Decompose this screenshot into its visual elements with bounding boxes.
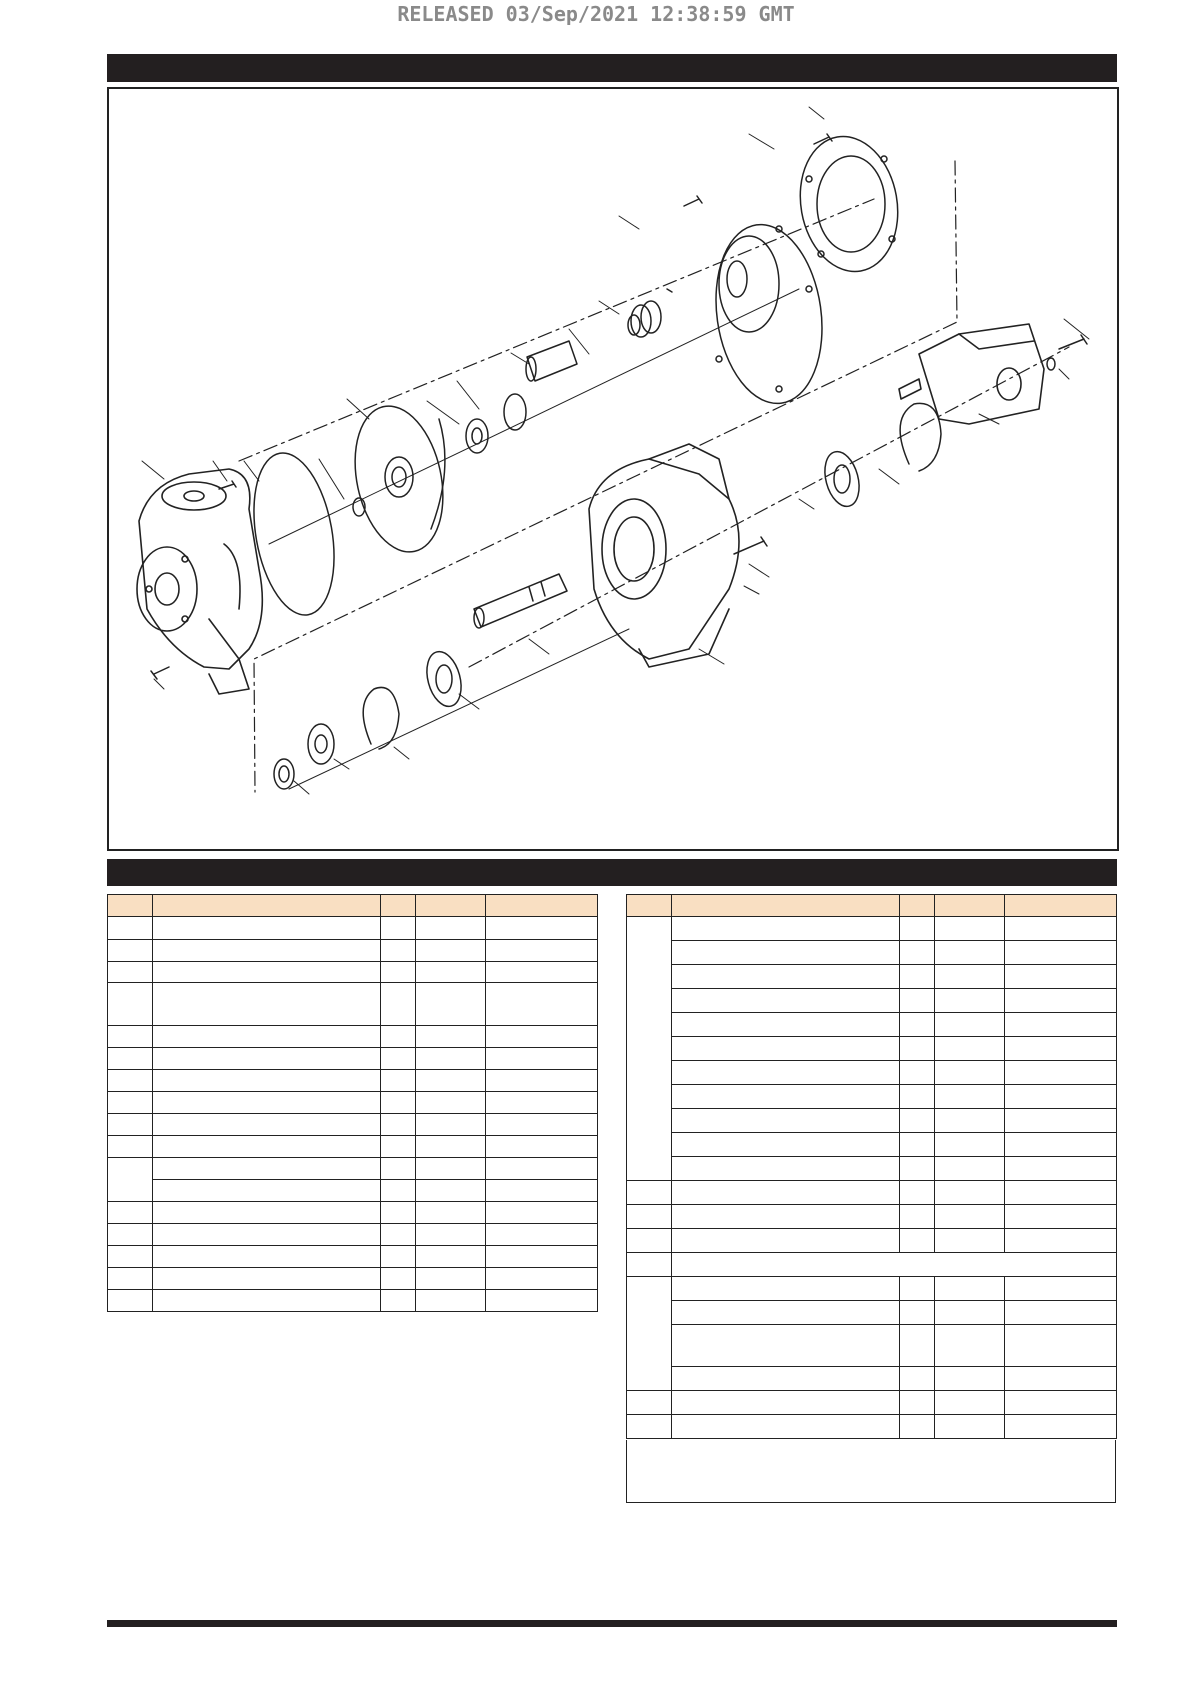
table-cell bbox=[416, 1268, 486, 1290]
table-row bbox=[627, 1133, 1117, 1157]
table-cell bbox=[108, 1246, 153, 1268]
table-cell bbox=[108, 1202, 153, 1224]
table-cell bbox=[1005, 1181, 1117, 1205]
table-cell bbox=[486, 1290, 598, 1312]
table-cell bbox=[153, 1158, 381, 1180]
table-cell bbox=[672, 1061, 900, 1085]
lower-centerline bbox=[289, 629, 629, 789]
table-cell bbox=[1005, 1037, 1117, 1061]
header-cell bbox=[935, 895, 1005, 917]
table-cell bbox=[935, 1301, 1005, 1325]
table-cell bbox=[627, 1253, 672, 1277]
table-cell bbox=[486, 1202, 598, 1224]
table-cell bbox=[486, 1268, 598, 1290]
table-cell bbox=[153, 917, 381, 940]
header-cell bbox=[1005, 895, 1117, 917]
table-cell bbox=[153, 1290, 381, 1312]
table-cell bbox=[486, 1048, 598, 1070]
table-cell bbox=[486, 1092, 598, 1114]
table-cell bbox=[672, 965, 900, 989]
header-cell bbox=[627, 895, 672, 917]
table-header-row bbox=[108, 895, 598, 917]
table-cell bbox=[935, 941, 1005, 965]
table-cell bbox=[108, 1136, 153, 1158]
table-cell bbox=[416, 1026, 486, 1048]
table-cell bbox=[672, 1229, 900, 1253]
table-cell bbox=[627, 1277, 672, 1391]
table-cell bbox=[900, 1109, 935, 1133]
adapter-flange bbox=[790, 129, 908, 280]
mechanical-seal bbox=[628, 301, 661, 337]
table-cell bbox=[627, 1205, 672, 1229]
table-cell bbox=[1005, 1085, 1117, 1109]
table-cell bbox=[672, 1277, 900, 1301]
leader-lines bbox=[142, 107, 1089, 794]
table-cell bbox=[672, 1133, 900, 1157]
table-row bbox=[108, 1268, 598, 1290]
parts-table-left bbox=[107, 894, 598, 1312]
table-cell bbox=[900, 989, 935, 1013]
lower-washer bbox=[308, 724, 334, 764]
table-row bbox=[627, 1181, 1117, 1205]
table-row bbox=[108, 1202, 598, 1224]
table-cell bbox=[672, 1301, 900, 1325]
table-cell bbox=[486, 940, 598, 962]
table-row bbox=[627, 1415, 1117, 1439]
table-cell bbox=[381, 1026, 416, 1048]
table-cell bbox=[672, 1181, 900, 1205]
table-row bbox=[627, 1061, 1117, 1085]
table-cell bbox=[935, 1205, 1005, 1229]
table-cell bbox=[381, 962, 416, 983]
table-row bbox=[108, 1092, 598, 1114]
bearing-frame bbox=[589, 444, 739, 667]
table-cell bbox=[108, 1070, 153, 1092]
table-cell bbox=[1005, 1205, 1117, 1229]
table-cell bbox=[381, 940, 416, 962]
table-cell bbox=[381, 1202, 416, 1224]
table-cell bbox=[416, 1070, 486, 1092]
table-cell bbox=[108, 1224, 153, 1246]
table-cell bbox=[108, 1268, 153, 1290]
table-row bbox=[627, 1229, 1117, 1253]
table-cell bbox=[900, 917, 935, 941]
table-cell bbox=[1005, 917, 1117, 941]
table-cell bbox=[672, 917, 900, 941]
table-cell bbox=[153, 983, 381, 1026]
table-cell bbox=[900, 1301, 935, 1325]
table-cell bbox=[900, 1325, 935, 1367]
table-cell bbox=[416, 1114, 486, 1136]
table-cell bbox=[900, 965, 935, 989]
table-cell bbox=[1005, 1109, 1117, 1133]
table-cell bbox=[935, 917, 1005, 941]
table-cell bbox=[935, 1061, 1005, 1085]
table-cell bbox=[935, 1277, 1005, 1301]
table-cell bbox=[381, 1224, 416, 1246]
table-cell bbox=[108, 983, 153, 1026]
table-cell bbox=[627, 1229, 672, 1253]
table-row bbox=[627, 917, 1117, 941]
table-cell bbox=[1005, 989, 1117, 1013]
table-row bbox=[627, 1277, 1117, 1301]
table-cell bbox=[381, 1136, 416, 1158]
pump-shaft bbox=[474, 574, 567, 628]
plate-bolt bbox=[684, 196, 702, 206]
table-row bbox=[627, 941, 1117, 965]
table-cell bbox=[1005, 1367, 1117, 1391]
table-cell bbox=[381, 1114, 416, 1136]
table-cell bbox=[381, 1268, 416, 1290]
table-cell bbox=[672, 989, 900, 1013]
table-row bbox=[627, 1253, 1117, 1277]
table-cell bbox=[381, 1246, 416, 1268]
table-cell bbox=[486, 917, 598, 940]
header-cell bbox=[486, 895, 598, 917]
table-cell bbox=[900, 1205, 935, 1229]
table-cell bbox=[1005, 1229, 1117, 1253]
table-cell bbox=[381, 1180, 416, 1202]
table-row bbox=[627, 1205, 1117, 1229]
table-row bbox=[108, 962, 598, 983]
table-cell bbox=[900, 1367, 935, 1391]
table-cell bbox=[672, 941, 900, 965]
table-cell bbox=[900, 1181, 935, 1205]
table-cell bbox=[416, 1202, 486, 1224]
table-cell bbox=[486, 1180, 598, 1202]
table-cell bbox=[416, 1136, 486, 1158]
table-cell bbox=[1005, 1325, 1117, 1367]
table-cell bbox=[900, 1229, 935, 1253]
lower-washer-inner bbox=[315, 735, 327, 753]
table-cell bbox=[416, 962, 486, 983]
table-cell bbox=[416, 1224, 486, 1246]
table-cell bbox=[1005, 941, 1117, 965]
table-cell bbox=[935, 1157, 1005, 1181]
table-cell bbox=[153, 1114, 381, 1136]
header-cell bbox=[416, 895, 486, 917]
table-cell bbox=[381, 1048, 416, 1070]
table-row bbox=[627, 1367, 1117, 1391]
table-cell bbox=[486, 1114, 598, 1136]
seal-key bbox=[667, 289, 672, 292]
gearbox-washer bbox=[1047, 358, 1055, 370]
table-cell bbox=[486, 1136, 598, 1158]
table-cell bbox=[672, 1325, 900, 1367]
table-cell bbox=[935, 1415, 1005, 1439]
table-cell bbox=[935, 1229, 1005, 1253]
table-row bbox=[108, 1070, 598, 1092]
table-cell bbox=[672, 1415, 900, 1439]
table-row bbox=[108, 1158, 598, 1180]
table-row bbox=[108, 1136, 598, 1158]
table-cell bbox=[935, 1181, 1005, 1205]
table-row bbox=[627, 1109, 1117, 1133]
table-cell bbox=[153, 1268, 381, 1290]
wear-ring-inner bbox=[472, 428, 482, 444]
table-cell bbox=[416, 1180, 486, 1202]
table-cell bbox=[1005, 1277, 1117, 1301]
table-cell bbox=[108, 917, 153, 940]
table-cell bbox=[935, 1037, 1005, 1061]
table-cell bbox=[1005, 1013, 1117, 1037]
table-row bbox=[108, 1246, 598, 1268]
table-row bbox=[108, 1290, 598, 1312]
parts-notes-box bbox=[626, 1440, 1116, 1503]
pump-casing bbox=[137, 469, 262, 694]
table-cell bbox=[486, 1246, 598, 1268]
table-row bbox=[627, 1325, 1117, 1367]
impeller bbox=[343, 398, 456, 560]
table-cell bbox=[381, 1158, 416, 1180]
table-row bbox=[627, 1085, 1117, 1109]
table-cell bbox=[381, 983, 416, 1026]
lower-seal-ring-inner bbox=[279, 766, 289, 782]
table-cell bbox=[900, 1133, 935, 1157]
table-cell bbox=[900, 1157, 935, 1181]
table-cell bbox=[486, 983, 598, 1026]
table-cell bbox=[1005, 1391, 1117, 1415]
table-cell bbox=[108, 940, 153, 962]
table-row bbox=[627, 1157, 1117, 1181]
table-cell bbox=[1005, 1061, 1117, 1085]
table-cell bbox=[108, 1092, 153, 1114]
table-cell bbox=[672, 1367, 900, 1391]
table-cell bbox=[486, 1158, 598, 1180]
table-cell bbox=[153, 1224, 381, 1246]
header-cell bbox=[900, 895, 935, 917]
exploded-pump-assembly-drawing-icon bbox=[109, 89, 1117, 849]
header-cell bbox=[153, 895, 381, 917]
table-row bbox=[627, 1013, 1117, 1037]
table-row bbox=[108, 1180, 598, 1202]
table-cell bbox=[935, 1109, 1005, 1133]
table-cell bbox=[1005, 1133, 1117, 1157]
table-cell bbox=[627, 1415, 672, 1439]
table-cell bbox=[153, 962, 381, 983]
retaining-ring-upper bbox=[900, 403, 941, 471]
table-cell bbox=[416, 1290, 486, 1312]
table-cell bbox=[1005, 1301, 1117, 1325]
table-cell bbox=[900, 1013, 935, 1037]
table-cell bbox=[153, 1246, 381, 1268]
table-cell bbox=[486, 1224, 598, 1246]
table-cell bbox=[381, 917, 416, 940]
casing-bolt bbox=[151, 667, 169, 679]
table-cell bbox=[153, 1092, 381, 1114]
table-cell bbox=[416, 1246, 486, 1268]
o-ring bbox=[504, 394, 526, 430]
table-cell bbox=[108, 1048, 153, 1070]
table-cell bbox=[935, 1325, 1005, 1367]
table-cell bbox=[486, 962, 598, 983]
table-cell bbox=[416, 983, 486, 1026]
table-cell bbox=[153, 1180, 381, 1202]
table-cell bbox=[486, 1070, 598, 1092]
table-cell bbox=[672, 1085, 900, 1109]
shaft-sleeve bbox=[526, 341, 577, 381]
table-cell bbox=[935, 1367, 1005, 1391]
shaft-centerline bbox=[269, 289, 799, 544]
table-cell bbox=[935, 1085, 1005, 1109]
table-cell bbox=[900, 1085, 935, 1109]
outboard-bearing bbox=[819, 448, 864, 510]
table-cell bbox=[416, 940, 486, 962]
table-cell bbox=[900, 1061, 935, 1085]
table-cell bbox=[935, 1133, 1005, 1157]
seal-housing-plate bbox=[705, 218, 833, 411]
table-cell bbox=[627, 1181, 672, 1205]
assembly-path-lines bbox=[239, 161, 1069, 792]
table-cell bbox=[672, 1109, 900, 1133]
casing-gasket bbox=[242, 447, 345, 622]
table-header-row bbox=[627, 895, 1117, 917]
parts-table-right bbox=[626, 894, 1117, 1439]
table-cell bbox=[108, 962, 153, 983]
table-row bbox=[627, 989, 1117, 1013]
table-cell bbox=[627, 1391, 672, 1415]
table-cell bbox=[381, 1070, 416, 1092]
table-row bbox=[627, 1301, 1117, 1325]
table-cell bbox=[153, 1026, 381, 1048]
table-cell bbox=[108, 1158, 153, 1202]
table-cell bbox=[108, 1026, 153, 1048]
table-row bbox=[108, 983, 598, 1026]
table-cell bbox=[153, 1070, 381, 1092]
table-cell bbox=[1005, 1157, 1117, 1181]
table-row bbox=[108, 917, 598, 940]
table-cell bbox=[416, 1092, 486, 1114]
release-stamp: RELEASED 03/Sep/2021 12:38:59 GMT bbox=[397, 2, 795, 26]
exploded-view-frame bbox=[107, 87, 1119, 851]
table-cell bbox=[153, 1136, 381, 1158]
table-cell bbox=[153, 1048, 381, 1070]
lower-seal-ring bbox=[274, 759, 294, 789]
table-cell bbox=[900, 1037, 935, 1061]
footer-rule bbox=[107, 1620, 1117, 1627]
table-cell bbox=[416, 917, 486, 940]
table-cell bbox=[1005, 965, 1117, 989]
table-cell bbox=[416, 1158, 486, 1180]
table-row bbox=[108, 940, 598, 962]
inboard-bearing bbox=[421, 648, 466, 710]
table-cell bbox=[900, 1391, 935, 1415]
parts-list-title-band bbox=[107, 859, 1117, 886]
table-cell bbox=[900, 941, 935, 965]
table-cell bbox=[416, 1048, 486, 1070]
table-cell bbox=[935, 965, 1005, 989]
table-row bbox=[108, 1114, 598, 1136]
table-cell bbox=[153, 1202, 381, 1224]
table-cell bbox=[672, 1157, 900, 1181]
table-cell bbox=[153, 940, 381, 962]
table-cell bbox=[1005, 1415, 1117, 1439]
table-cell bbox=[672, 1205, 900, 1229]
table-row bbox=[627, 965, 1117, 989]
gearbox-bolt bbox=[1059, 335, 1087, 349]
table-cell bbox=[381, 1092, 416, 1114]
casing-bolt-top bbox=[219, 481, 236, 489]
table-cell bbox=[900, 1277, 935, 1301]
table-row bbox=[627, 1391, 1117, 1415]
table-row bbox=[108, 1048, 598, 1070]
table-cell bbox=[627, 917, 672, 1181]
table-cell-merged bbox=[672, 1253, 1117, 1277]
table-row bbox=[108, 1224, 598, 1246]
table-cell bbox=[381, 1290, 416, 1312]
table-cell bbox=[672, 1391, 900, 1415]
table-row bbox=[108, 1026, 598, 1048]
table-cell bbox=[108, 1290, 153, 1312]
header-cell bbox=[672, 895, 900, 917]
table-cell bbox=[935, 1391, 1005, 1415]
header-cell bbox=[381, 895, 416, 917]
table-cell bbox=[672, 1037, 900, 1061]
table-cell bbox=[672, 1013, 900, 1037]
table-cell bbox=[935, 1013, 1005, 1037]
table-cell bbox=[486, 1026, 598, 1048]
table-cell bbox=[108, 1114, 153, 1136]
table-row bbox=[627, 1037, 1117, 1061]
drawing-title-band bbox=[107, 54, 1117, 82]
table-cell bbox=[935, 989, 1005, 1013]
header-cell bbox=[108, 895, 153, 917]
table-cell bbox=[900, 1415, 935, 1439]
